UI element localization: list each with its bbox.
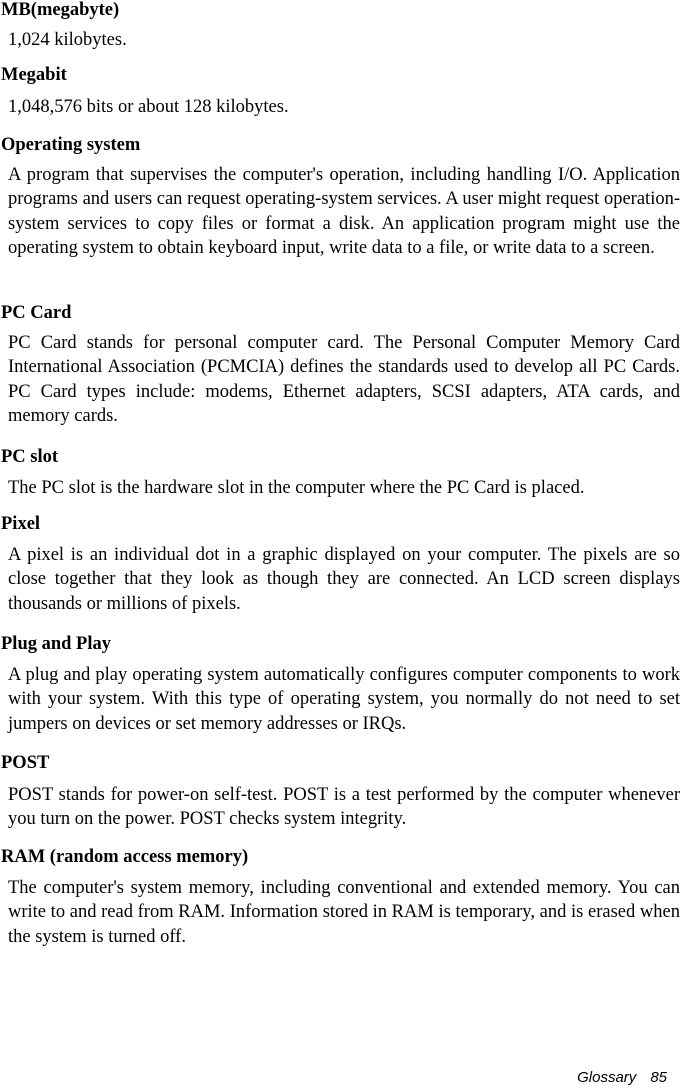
- footer-section-title: Glossary: [577, 1069, 637, 1086]
- glossary-definition: A plug and play operating system automatically configures computer components to work with your system. With this type of operating system, you normally do not need to set jumpers on devices or set memory addresses or IRQs.: [8, 665, 680, 734]
- glossary-term: PC Card: [1, 303, 72, 323]
- glossary-term: Operating system: [1, 135, 141, 155]
- glossary-term: Megabit: [1, 65, 67, 85]
- glossary-definition: The computer's system memory, including conventional and extended memory. You can write to and read from RAM. Information stored in RAM is temporary, and is erased when the system is turned off.: [8, 878, 680, 947]
- glossary-definition: The PC slot is the hardware slot in the computer where the PC Card is placed.: [8, 478, 585, 498]
- glossary-term: MB(megabyte): [1, 0, 120, 20]
- glossary-definition: 1,048,576 bits or about 128 kilobytes.: [8, 97, 289, 117]
- glossary-definition: 1,024 kilobytes.: [8, 30, 127, 50]
- glossary-definition: POST stands for power-on self-test. POST is a test performed by the computer whenever you turn on the power. POST checks system integrity.: [8, 785, 680, 830]
- page-footer: [577, 1069, 667, 1087]
- glossary-term: RAM (random access memory): [1, 847, 249, 867]
- glossary-definition: PC Card stands for personal computer card. The Personal Computer Memory Card International Association (PCMCIA) defines the standards used to develop all PC Cards. PC Card types include: modems, Ethernet adapters, SCSI adapters, ATA cards, and memory cards.: [8, 333, 680, 427]
- glossary-definition: A program that supervises the computer's operation, including handling I/O. Application programs and users can request operating-system services. A user might request operation-system services to copy files or format a disk. An application program might use the operating system to obtain keyboard input, write data to a file, or write data to a screen.: [8, 165, 680, 259]
- glossary-term: Pixel: [1, 514, 41, 534]
- page-number: 85: [650, 1069, 667, 1086]
- glossary-term: POST: [1, 753, 50, 773]
- glossary-term: Plug and Play: [1, 634, 111, 654]
- glossary-term: PC slot: [1, 447, 59, 467]
- glossary-definition: A pixel is an individual dot in a graphic displayed on your computer. The pixels are so close together that they look as though they are connected. An LCD screen displays thousands or millions of pixels.: [8, 545, 680, 614]
